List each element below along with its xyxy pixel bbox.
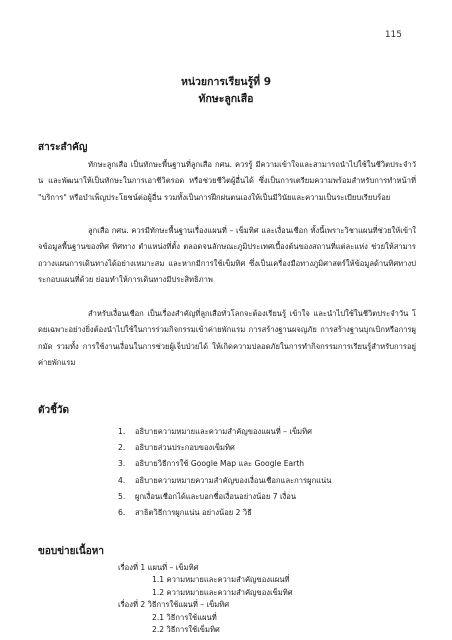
list-item-number: 4.	[118, 475, 126, 485]
list-item-text: ผูกเงื่อนเชือกได้และบอกชื่อเงื่อนอย่างน้อย 7 เงื่อน	[135, 491, 297, 501]
list-item	[118, 424, 331, 440]
importance-paragraph-2	[38, 223, 416, 288]
unit-subtitle: ทักษะลูกเสือ	[198, 93, 254, 105]
indicators-heading: ตัวชี้วัด	[38, 405, 70, 416]
list-item	[118, 440, 331, 456]
list-item-number: 3.	[118, 459, 126, 469]
list-item-text: อธิบายความหมายและความสำคัญของแผนที่ – เข็มทิศ	[135, 427, 312, 436]
list-item	[118, 489, 331, 505]
list-item-text: อธิบายความหมายความสำคัญของเงื่อนเชือกและการผูกแน่น	[135, 475, 332, 485]
list-item	[118, 505, 331, 521]
page-number: 115	[384, 30, 402, 40]
list-item-text: อธิบายวิธีการใช้ Google Map และ Google Earth	[135, 459, 305, 469]
list-item	[118, 473, 331, 489]
importance-paragraph-1-text: ทักษะลูกเสือ เป็นทักษะพื้นฐานที่ลูกเสือ กศน. ควรรู้ มีความเข้าใจและสามารถนำไปใช้ในชีวิตประจำวัน และพัฒนาให้เป็นทักษะในการเอาชีวิตรอด หรือช่วยชีวิตผู้อื่นได้ ซึ่งเป็นการเตรียมความพร้อมสำหรับการทำหน้าที่ "บริการ" หรือบำเพ็ญประโยชน์ต่อผู้อื่น รวมทั้งเป็นการฝึกฝนตนเองให้เป็นมีวินัยและความเป็นระเบียบเรียบร้อย	[38, 160, 416, 202]
indicators-list	[118, 424, 331, 521]
importance-paragraph-3-text: สำหรับเงื่อนเชือก เป็นเรื่องสำคัญที่ลูกเสือทั่วโลกจะต้องเรียนรู้ เข้าใจ และนำไปใช้ในชีวิตประจำวัน โดยเฉพาะอย่างยิ่งต้องนำไปใช้ในการร่วมกิจกรรมเข้าค่ายพักแรม การสร้างฐานผจญภัย การสร้างฐานบุกเบิกหรือการผูกมัด รวมทั้ง การใช้งานเงื่อนในการช่วยผู้เจ็บป่วยได้ ให้เกิดความปลอดภัยในการทำกิจกรรมการเรียนรู้สำหรับการอยู่ค่ายพักแรม	[38, 309, 416, 367]
scope-subtopic-1-1: 1.1 ความหมายและความสำคัญของแผนที่	[152, 575, 290, 585]
scope-subtopic-2-1: 2.1 วิธีการใช้แผนที่	[152, 612, 217, 622]
scope-heading: ขอบข่ายเนื้อหา	[38, 546, 104, 557]
list-item-number: 1.	[118, 427, 126, 436]
scope-subtopic-1-2: 1.2 ความหมายและความสำคัญของเข็มทิศ	[152, 587, 293, 597]
importance-heading: สาระสำคัญ	[38, 142, 88, 153]
importance-paragraph-2-text: ลูกเสือ กศน. ควรมีทักษะพื้นฐานเรื่องแผนที่ – เข็มทิศ และเงื่อนเชือก ทั้งนี้เพราะวิชาแผนที่ช่วยให้เข้าใจข้อมูลพื้นฐานของทิศ ทิศทาง ตำแหน่งที่ตั้ง ตลอดจนลักษณะภูมิประเทศเบื้องต้นของสถานที่แต่ละแห่ง ช่วยให้สามารถวางแผนการเดินทางได้อย่างเหมาะสม และหากมีการใช้เข็มทิศ ซึ่งเป็นเครื่องมือทางภูมิศาสตร์ให้ข้อมูลด้านทิศทางประกอบแผนที่ด้วย ย่อมทำให้การเดินทางมีประสิทธิภาพ	[38, 226, 416, 284]
scope-topic-2: เรื่องที่ 2 วิธีการใช้แผนที่ – เข็มทิศ	[118, 600, 230, 610]
scope-topic-1: เรื่องที่ 1 แผนที่ – เข็มทิศ	[118, 563, 199, 572]
unit-title-block	[0, 74, 452, 108]
list-item	[118, 456, 331, 472]
importance-paragraph-1	[38, 157, 416, 206]
unit-title: หน่วยการเรียนรู้ที่ 9	[180, 76, 272, 88]
list-item-number: 5.	[118, 491, 126, 501]
list-item-text: อธิบายส่วนประกอบของเข็มทิศ	[135, 443, 235, 453]
list-item-number: 2.	[118, 443, 126, 453]
list-item-text: สาธิตวิธีการผูกแน่น อย่างน้อย 2 วิธี	[135, 508, 252, 518]
scope-subtopic-2-2: 2.2 วิธีการใช้เข็มทิศ	[152, 625, 220, 634]
importance-paragraph-3	[38, 306, 416, 371]
list-item-number: 6.	[118, 508, 126, 518]
